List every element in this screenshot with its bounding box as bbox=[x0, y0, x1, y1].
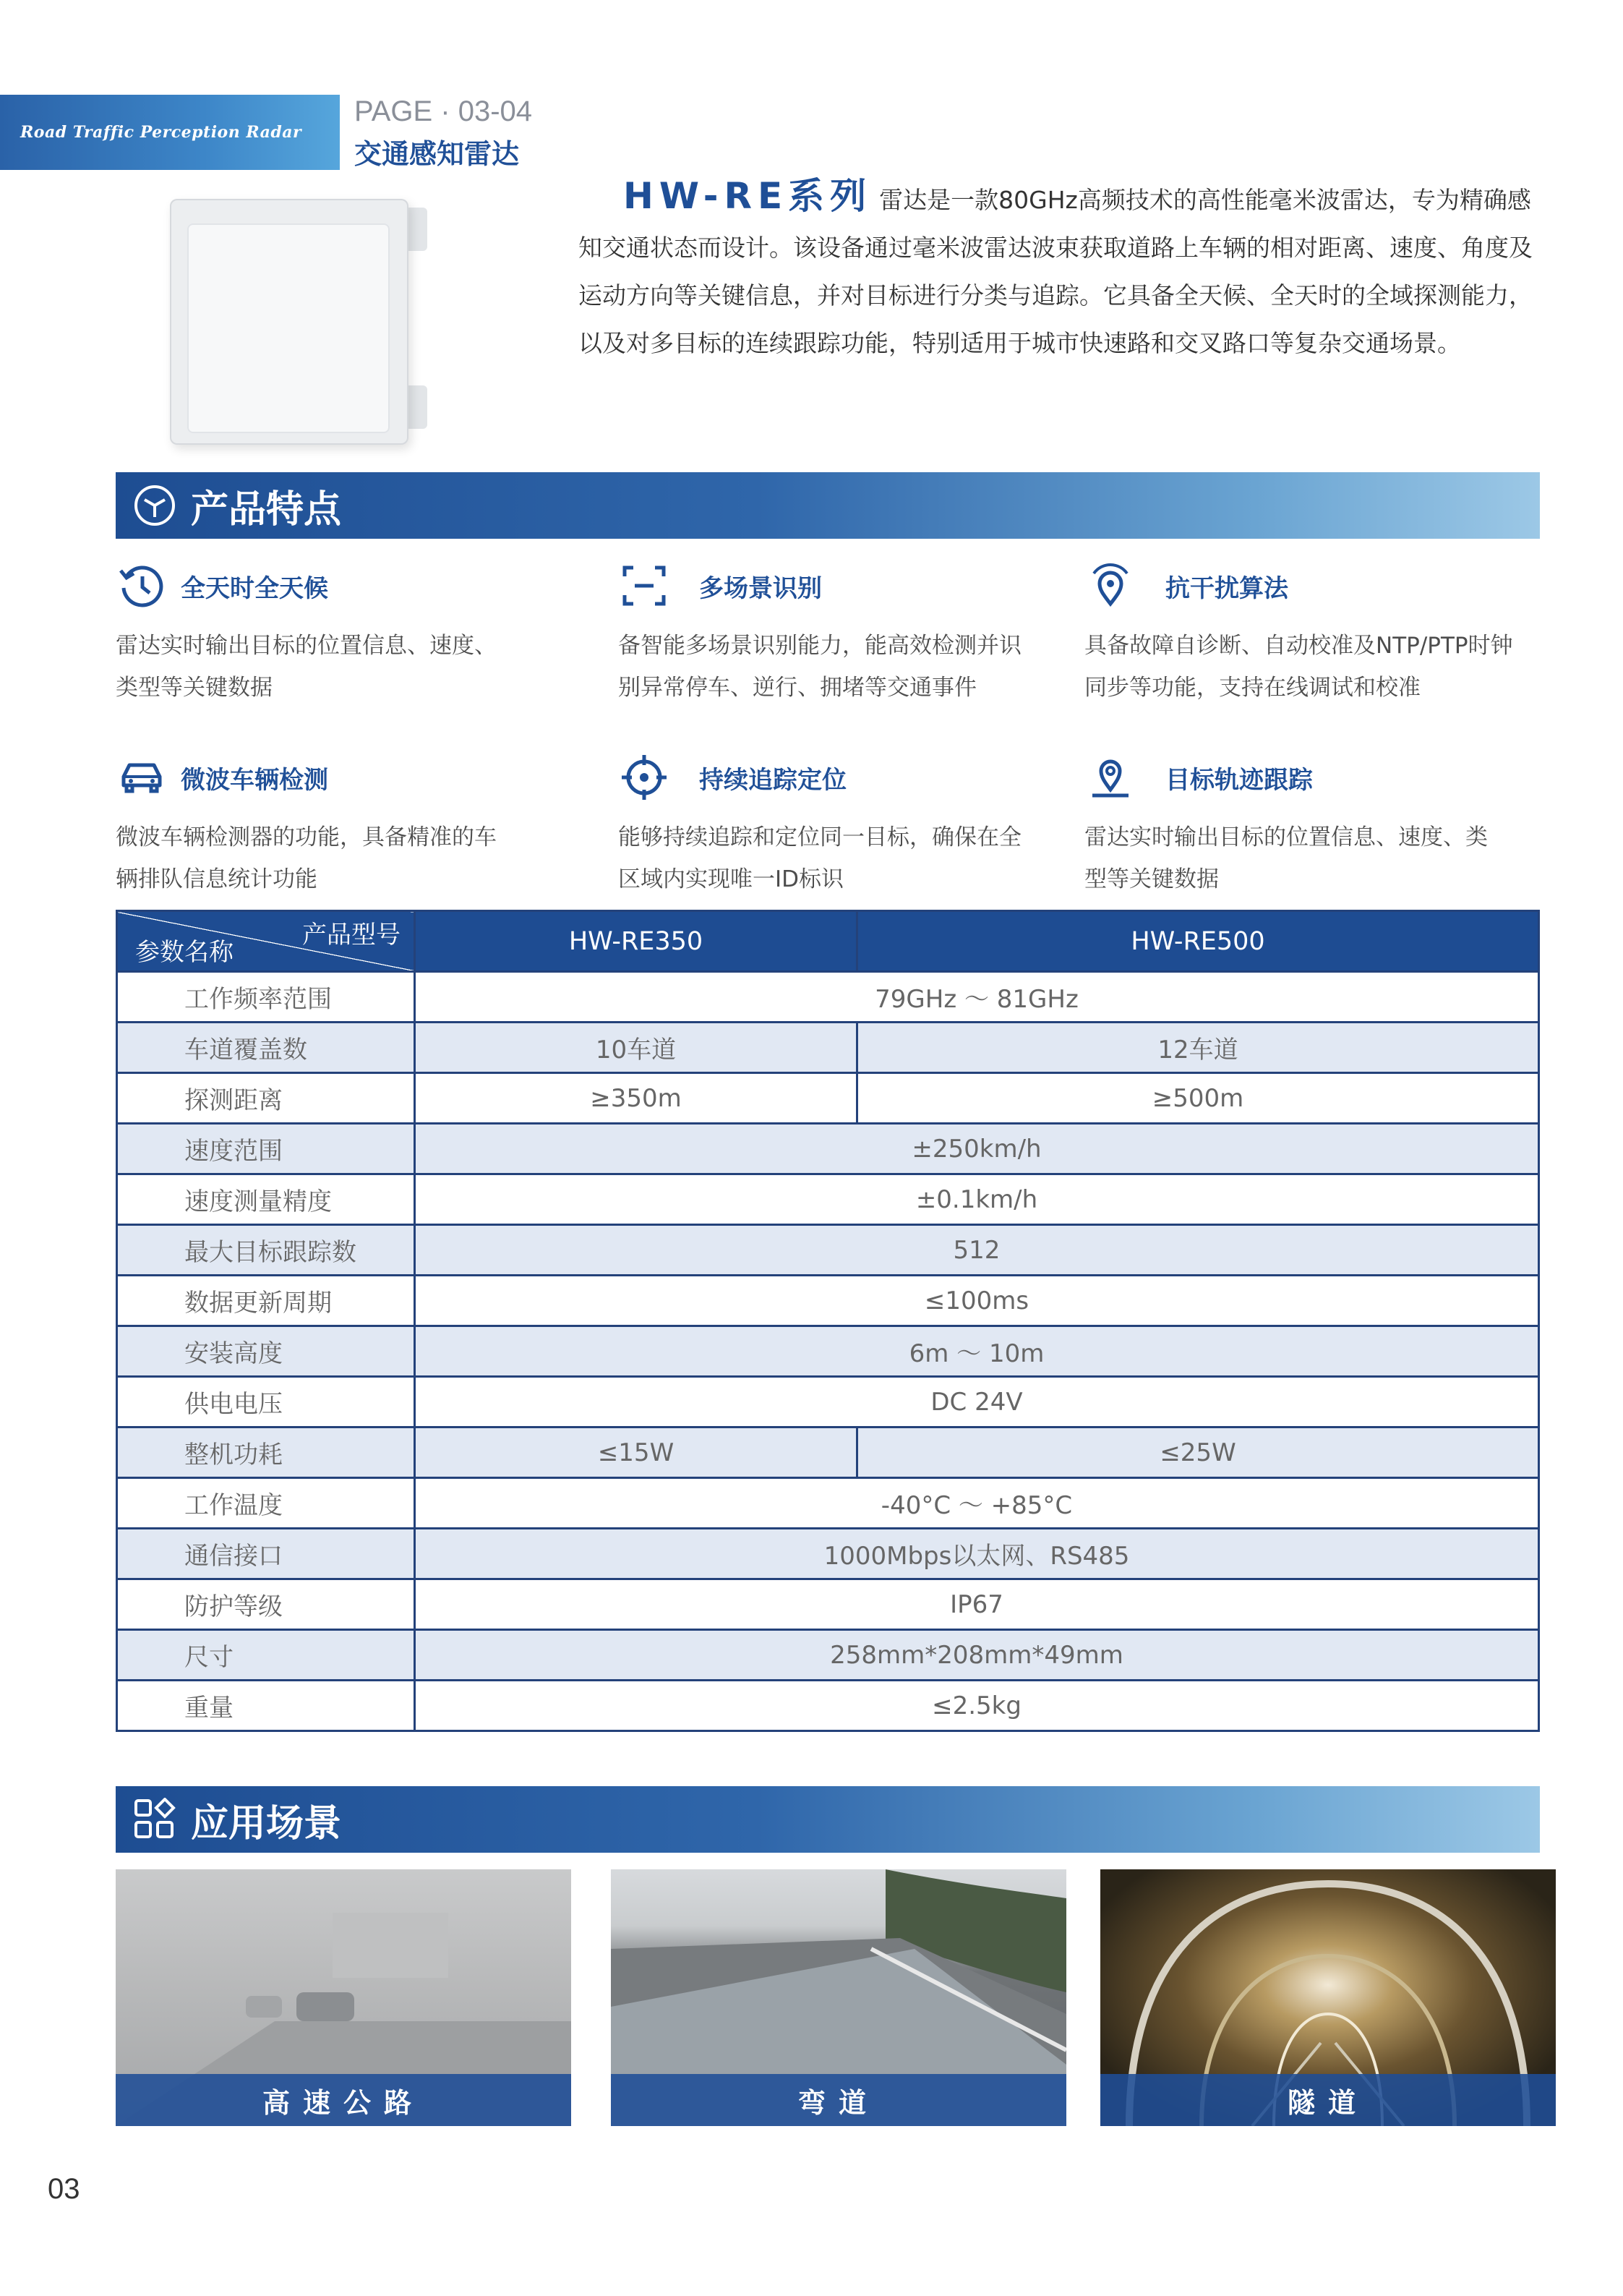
radar-face bbox=[187, 223, 390, 433]
param-name: 探测距离 bbox=[117, 1073, 415, 1124]
scene-caption: 高速公路 bbox=[116, 2074, 571, 2126]
signal-pin-icon bbox=[1084, 560, 1136, 612]
series-name: HW-RE系列 bbox=[623, 175, 873, 217]
feature-title: 抗干扰算法 bbox=[1165, 573, 1288, 603]
param-value: ≤15W bbox=[415, 1427, 857, 1478]
param-value: 10车道 bbox=[415, 1023, 857, 1073]
corner-label-model: 产品型号 bbox=[302, 921, 401, 949]
page-title: 交通感知雷达 bbox=[354, 138, 520, 170]
feature-title: 多场景识别 bbox=[699, 573, 822, 603]
param-value: 512 bbox=[415, 1225, 1539, 1276]
feature-item bbox=[1084, 557, 1513, 709]
param-value: DC 24V bbox=[415, 1377, 1539, 1427]
intro-paragraph bbox=[578, 172, 1547, 367]
corner-label-param: 参数名称 bbox=[135, 938, 234, 967]
param-name: 车道覆盖数 bbox=[117, 1023, 415, 1073]
feature-title: 全天时全天候 bbox=[181, 573, 328, 603]
param-value: 79GHz ～ 81GHz bbox=[415, 972, 1539, 1023]
table-row bbox=[117, 1478, 1539, 1529]
table-row bbox=[117, 1225, 1539, 1276]
section-title: 应用场景 bbox=[191, 1801, 342, 1845]
param-value: ±0.1km/h bbox=[415, 1174, 1539, 1225]
param-name: 数据更新周期 bbox=[117, 1276, 415, 1326]
scene-tunnel bbox=[1100, 1869, 1556, 2126]
feature-title: 微波车辆检测 bbox=[181, 765, 328, 795]
feature-desc: 雷达实时输出目标的位置信息、速度、类型等关键数据 bbox=[1084, 824, 1488, 892]
param-value: ≥500m bbox=[857, 1073, 1539, 1124]
table-row bbox=[117, 1174, 1539, 1225]
scene-curve bbox=[611, 1869, 1066, 2126]
param-value: ≥350m bbox=[415, 1073, 857, 1124]
param-value: 258mm*208mm*49mm bbox=[415, 1630, 1539, 1681]
table-row bbox=[117, 1681, 1539, 1731]
param-name: 速度范围 bbox=[117, 1124, 415, 1174]
section-title: 产品特点 bbox=[191, 487, 342, 532]
param-name: 通信接口 bbox=[117, 1529, 415, 1579]
feature-item bbox=[116, 557, 521, 709]
model-header: HW-RE500 bbox=[857, 911, 1539, 972]
scene-caption: 隧道 bbox=[1100, 2074, 1556, 2126]
param-value: 1000Mbps以太网、RS485 bbox=[415, 1529, 1539, 1579]
scenes-section-bar bbox=[116, 1786, 1540, 1853]
param-name: 速度测量精度 bbox=[117, 1174, 415, 1225]
table-row bbox=[117, 1427, 1539, 1478]
feature-desc: 具备故障自诊断、自动校准及NTP/PTP时钟同步等功能，支持在线调试和校准 bbox=[1084, 633, 1513, 701]
param-value: ≤25W bbox=[857, 1427, 1539, 1478]
features-section-bar bbox=[116, 472, 1540, 539]
scene-highway bbox=[116, 1869, 571, 2126]
table-row bbox=[117, 972, 1539, 1023]
param-value: ≤100ms bbox=[415, 1276, 1539, 1326]
param-name: 工作频率范围 bbox=[117, 972, 415, 1023]
clock-history-icon bbox=[116, 560, 168, 612]
feature-item bbox=[1084, 748, 1489, 900]
table-row bbox=[117, 1630, 1539, 1681]
spec-table bbox=[116, 910, 1540, 1732]
param-value: 6m ～ 10m bbox=[415, 1326, 1539, 1377]
cube-icon bbox=[133, 484, 176, 527]
table-row bbox=[117, 1073, 1539, 1124]
param-name: 重量 bbox=[117, 1681, 415, 1731]
page-number: 03 bbox=[48, 2173, 80, 2205]
table-row bbox=[117, 1377, 1539, 1427]
radar-housing bbox=[170, 199, 408, 445]
feature-desc: 能够持续追踪和定位同一目标，确保在全区域内实现唯一ID标识 bbox=[618, 824, 1022, 892]
param-name: 安装高度 bbox=[117, 1326, 415, 1377]
scene-caption: 弯道 bbox=[611, 2074, 1066, 2126]
feature-title: 持续追踪定位 bbox=[699, 765, 847, 795]
param-value: ≤2.5kg bbox=[415, 1681, 1539, 1731]
table-row bbox=[117, 1579, 1539, 1630]
table-row bbox=[117, 1276, 1539, 1326]
param-value: 12车道 bbox=[857, 1023, 1539, 1073]
table-row bbox=[117, 1326, 1539, 1377]
param-name: 供电电压 bbox=[117, 1377, 415, 1427]
crosshair-icon bbox=[618, 751, 670, 803]
table-row bbox=[117, 1529, 1539, 1579]
param-value: -40°C ～ +85°C bbox=[415, 1478, 1539, 1529]
feature-item bbox=[618, 748, 1023, 900]
param-name: 尺寸 bbox=[117, 1630, 415, 1681]
param-value: IP67 bbox=[415, 1579, 1539, 1630]
table-row bbox=[117, 1124, 1539, 1174]
grid-apps-icon bbox=[133, 1798, 176, 1841]
feature-item bbox=[618, 557, 1023, 709]
feature-desc: 备智能多场景识别能力，能高效检测并识别异常停车、逆行、拥堵等交通事件 bbox=[618, 633, 1022, 701]
param-name: 工作温度 bbox=[117, 1478, 415, 1529]
intro-text: 雷达是一款80GHz高频技术的高性能毫米波雷达，专为精确感知交通状态而设计。该设备通过毫米波雷达波束获取道路上车辆的相对距离、速度、角度及运动方向等关键信息，并对目标进行分类与追踪。它具备全天候、全天时的全域探测能力，以及对多目标的连续跟踪功能，特别适用于城市快速路和交叉路口等复杂交通场景。 bbox=[578, 186, 1533, 357]
table-header-row bbox=[117, 911, 1539, 972]
feature-desc: 微波车辆检测器的功能，具备精准的车辆排队信息统计功能 bbox=[116, 824, 497, 892]
model-header: HW-RE350 bbox=[415, 911, 857, 972]
param-value: ±250km/h bbox=[415, 1124, 1539, 1174]
param-name: 最大目标跟踪数 bbox=[117, 1225, 415, 1276]
header-tag: Road Traffic Perception Radar bbox=[0, 95, 340, 170]
location-pin-icon bbox=[1084, 751, 1136, 803]
page-indicator: PAGE · 03-04 bbox=[354, 95, 533, 127]
feature-item bbox=[116, 748, 521, 900]
param-name: 防护等级 bbox=[117, 1579, 415, 1630]
feature-title: 目标轨迹跟踪 bbox=[1165, 765, 1313, 795]
corner-cell bbox=[117, 911, 415, 972]
product-image bbox=[170, 192, 430, 448]
param-name: 整机功耗 bbox=[117, 1427, 415, 1478]
feature-desc: 雷达实时输出目标的位置信息、速度、类型等关键数据 bbox=[116, 633, 497, 701]
car-icon bbox=[116, 751, 168, 803]
table-row bbox=[117, 1023, 1539, 1073]
scan-frame-icon bbox=[618, 560, 670, 612]
